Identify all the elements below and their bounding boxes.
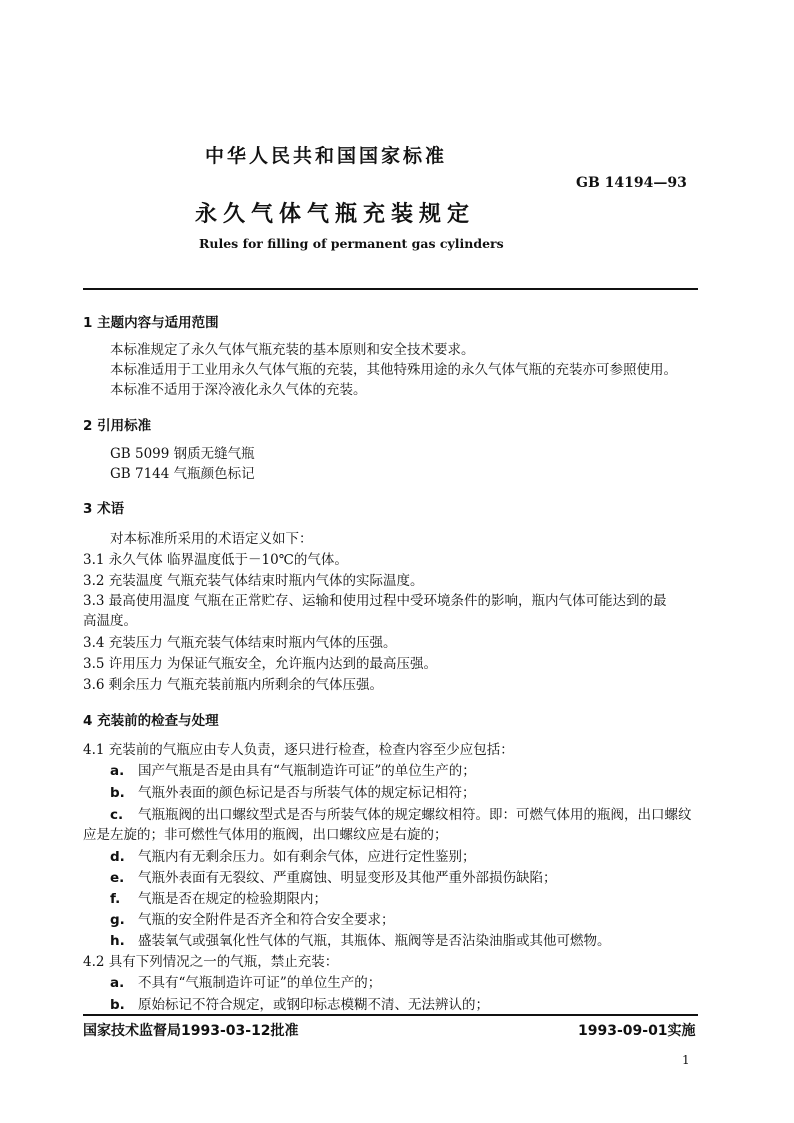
list-item-text: 气瓶外表面有无裂纹、严重腐蚀、明显变形及其他严重外部损伤缺陷；	[138, 870, 557, 886]
list-item-text: 盛装氧气或强氧化性气体的气瓶，其瓶体、瓶阀等是否沾染油脂或其他可燃物。	[138, 933, 611, 949]
term-3-5: 3.5 许用压力 为保证气瓶安全，允许瓶内达到的最高压强。	[83, 656, 438, 672]
list-item-text: 气瓶外表面的颜色标记是否与所装气体的规定标记相符；	[138, 785, 476, 801]
list-item-label: h.	[110, 933, 125, 949]
section-3-heading: 3 术语	[83, 501, 125, 517]
list-item-label: a.	[110, 763, 125, 779]
section-3-intro: 对本标准所采用的术语定义如下：	[110, 531, 313, 547]
term-3-3: 3.3 最高使用温度 气瓶在正常贮存、运输和使用过程中受环境条件的影响，瓶内气体可能达到的最	[83, 593, 667, 609]
issue-approval-line: 国家技术监督局1993-03-12批准	[83, 1023, 299, 1039]
national-standard-title: 中华人民共和国国家标准	[205, 145, 448, 167]
list-item-text-continued: 应是左旋的；非可燃性气体用的瓶阀，出口螺纹应是右旋的；	[83, 827, 448, 843]
list-item-text: 不具有“气瓶制造许可证”的单位生产的；	[138, 975, 382, 991]
list-item-label: c.	[110, 807, 124, 823]
section-4-heading: 4 充装前的检查与处理	[83, 713, 219, 729]
section-2-heading: 2 引用标准	[83, 418, 152, 434]
reference-item: GB 7144 气瓶颜色标记	[110, 466, 255, 482]
clause-4-1: 4.1 充装前的气瓶应由专人负责，逐只进行检查，检查内容至少应包括：	[83, 742, 514, 758]
term-3-2: 3.2 充装温度 气瓶充装气体结束时瓶内气体的实际温度。	[83, 573, 424, 589]
list-item-label: g.	[110, 912, 125, 928]
reference-item: GB 5099 钢质无缝气瓶	[110, 446, 255, 462]
list-item-label: b.	[110, 997, 125, 1013]
list-item-text: 气瓶内有无剩余压力。如有剩余气体，应进行定性鉴别；	[138, 849, 476, 865]
section-1-paragraph: 本标准规定了永久气体气瓶充装的基本原则和安全技术要求。	[110, 342, 475, 358]
list-item-text: 气瓶是否在规定的检验期限内；	[138, 891, 327, 907]
term-3-3-continued: 高温度。	[83, 613, 137, 629]
list-item-text: 原始标记不符合规定，或钢印标志模糊不清、无法辨认的；	[138, 997, 489, 1013]
section-1-paragraph: 本标准不适用于深冷液化永久气体的充装。	[110, 382, 367, 398]
list-item-text: 气瓶瓶阀的出口螺纹型式是否与所装气体的规定螺纹相符。即：可燃气体用的瓶阀，出口螺纹	[138, 807, 692, 823]
term-3-4: 3.4 充装压力 气瓶充装气体结束时瓶内气体的压强。	[83, 635, 397, 651]
list-item-label: d.	[110, 849, 125, 865]
list-item-label: b.	[110, 785, 125, 801]
clause-4-2: 4.2 具有下列情况之一的气瓶，禁止充装：	[83, 954, 339, 970]
section-1-heading: 1 主题内容与适用范围	[83, 315, 219, 331]
page-number: 1	[682, 1053, 690, 1067]
list-item-label: a.	[110, 975, 125, 991]
footer-rule	[83, 1014, 698, 1016]
document-title-english: Rules for filling of permanent gas cylinders	[199, 236, 504, 251]
section-1-paragraph: 本标准适用于工业用永久气体气瓶的充装，其他特殊用途的永久气体气瓶的充装亦可参照使用。	[110, 362, 677, 378]
standard-code: GB 14194—93	[576, 175, 687, 191]
list-item-label: f.	[110, 891, 121, 907]
list-item-label: e.	[110, 870, 125, 886]
list-item-text: 国产气瓶是否是由具有“气瓶制造许可证”的单位生产的；	[138, 763, 476, 779]
document-title: 永久气体气瓶充装规定	[195, 202, 476, 227]
effective-date-line: 1993-09-01实施	[578, 1023, 696, 1039]
header-rule	[83, 288, 698, 290]
term-3-1: 3.1 永久气体 临界温度低于－10℃的气体。	[83, 552, 348, 568]
term-3-6: 3.6 剩余压力 气瓶充装前瓶内所剩余的气体压强。	[83, 677, 384, 693]
list-item-text: 气瓶的安全附件是否齐全和符合安全要求；	[138, 912, 395, 928]
